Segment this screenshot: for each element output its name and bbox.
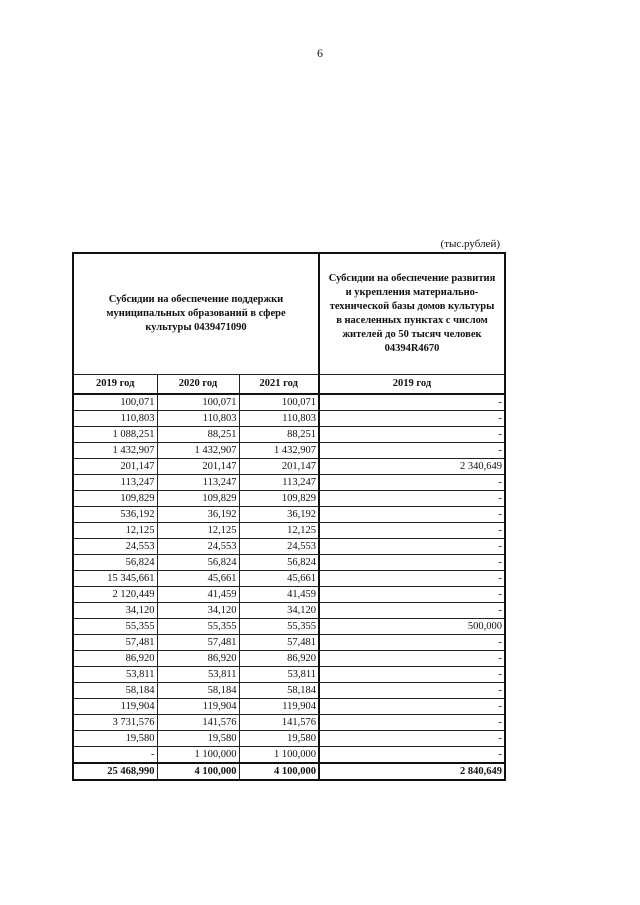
table-cell: 110,803	[239, 411, 319, 427]
table-cell: -	[319, 731, 505, 747]
total-cell: 4 100,000	[239, 763, 319, 780]
table-cell: -	[319, 427, 505, 443]
table-cell: -	[319, 747, 505, 764]
table-row	[73, 459, 505, 475]
table-cell: 201,147	[239, 459, 319, 475]
table-row	[73, 683, 505, 699]
table-cell: 53,811	[73, 667, 157, 683]
table-cell: 12,125	[239, 523, 319, 539]
table-row	[73, 651, 505, 667]
table-cell: -	[319, 715, 505, 731]
table-cell: 2 120,449	[73, 587, 157, 603]
table-row	[73, 443, 505, 459]
total-cell: 2 840,649	[319, 763, 505, 780]
table-cell: 100,071	[157, 394, 239, 411]
table-cell: 57,481	[239, 635, 319, 651]
table-row	[73, 667, 505, 683]
table-cell: -	[319, 683, 505, 699]
table-row	[73, 731, 505, 747]
table-cell: 86,920	[239, 651, 319, 667]
table-cell: 100,071	[239, 394, 319, 411]
table-cell: 34,120	[157, 603, 239, 619]
table-cell: -	[319, 491, 505, 507]
table-cell: 57,481	[157, 635, 239, 651]
table-row	[73, 635, 505, 651]
table-cell: 55,355	[73, 619, 157, 635]
table-row	[73, 427, 505, 443]
subsidy-table	[72, 252, 506, 781]
table-cell: 36,192	[157, 507, 239, 523]
table-cell: 55,355	[239, 619, 319, 635]
table-cell: -	[319, 507, 505, 523]
table-row	[73, 555, 505, 571]
table-cell: -	[319, 394, 505, 411]
table-row	[73, 507, 505, 523]
table-cell: 110,803	[157, 411, 239, 427]
table-cell: 45,661	[239, 571, 319, 587]
table-cell: 119,904	[157, 699, 239, 715]
table-cell: 88,251	[157, 427, 239, 443]
table-cell: -	[319, 667, 505, 683]
table-row	[73, 587, 505, 603]
table-body	[73, 394, 505, 780]
table-cell: 86,920	[73, 651, 157, 667]
table-cell: 56,824	[239, 555, 319, 571]
group-header-culture-support: Субсидии на обеспечение поддержки муниципальных образований в сфере культуры 0439471090	[73, 253, 319, 375]
table-cell: -	[319, 411, 505, 427]
table-cell: -	[319, 443, 505, 459]
table-cell: 1 100,000	[157, 747, 239, 764]
table-cell: 109,829	[239, 491, 319, 507]
table-row	[73, 475, 505, 491]
table-cell: 109,829	[157, 491, 239, 507]
table-cell: 536,192	[73, 507, 157, 523]
table-cell: 201,147	[157, 459, 239, 475]
total-cell: 4 100,000	[157, 763, 239, 780]
table-cell: 1 100,000	[239, 747, 319, 764]
table-cell: 58,184	[157, 683, 239, 699]
table-cell: -	[319, 587, 505, 603]
table-cell: 19,580	[157, 731, 239, 747]
table-cell: 500,000	[319, 619, 505, 635]
year-header: 2019 год	[319, 375, 505, 395]
table-row	[73, 699, 505, 715]
table-cell: 41,459	[239, 587, 319, 603]
table-cell: 41,459	[157, 587, 239, 603]
table-cell: 113,247	[239, 475, 319, 491]
table-cell: 1 432,907	[239, 443, 319, 459]
table-cell: -	[319, 699, 505, 715]
table-cell: 12,125	[73, 523, 157, 539]
year-header: 2019 год	[73, 375, 157, 395]
table-row	[73, 411, 505, 427]
table-row	[73, 539, 505, 555]
units-label: (тыс.рублей)	[440, 238, 500, 250]
table-cell: 113,247	[157, 475, 239, 491]
table-cell: -	[319, 523, 505, 539]
table-cell: 141,576	[239, 715, 319, 731]
table-cell: 1 088,251	[73, 427, 157, 443]
table-cell: 1 432,907	[73, 443, 157, 459]
total-row	[73, 763, 505, 780]
table-cell: 56,824	[157, 555, 239, 571]
table-cell: -	[319, 555, 505, 571]
table-cell: 45,661	[157, 571, 239, 587]
table-row	[73, 571, 505, 587]
table-cell: 2 340,649	[319, 459, 505, 475]
table-cell: 58,184	[239, 683, 319, 699]
table-cell: 24,553	[73, 539, 157, 555]
table-cell: 53,811	[239, 667, 319, 683]
table-cell: 12,125	[157, 523, 239, 539]
page-number: 6	[317, 46, 323, 60]
table-cell: 34,120	[73, 603, 157, 619]
table-row	[73, 523, 505, 539]
table-cell: 3 731,576	[73, 715, 157, 731]
table-cell: 19,580	[73, 731, 157, 747]
table-cell: 55,355	[157, 619, 239, 635]
table-cell: 34,120	[239, 603, 319, 619]
table-cell: 119,904	[73, 699, 157, 715]
table-cell: 141,576	[157, 715, 239, 731]
year-header: 2021 год	[239, 375, 319, 395]
table-cell: -	[319, 603, 505, 619]
table-cell: 56,824	[73, 555, 157, 571]
table-cell: 57,481	[73, 635, 157, 651]
table-cell: 201,147	[73, 459, 157, 475]
table-cell: 88,251	[239, 427, 319, 443]
table-cell: 113,247	[73, 475, 157, 491]
total-cell: 25 468,990	[73, 763, 157, 780]
table-cell: 110,803	[73, 411, 157, 427]
table-row	[73, 747, 505, 764]
table-row	[73, 619, 505, 635]
table-cell: -	[319, 475, 505, 491]
table-cell: 100,071	[73, 394, 157, 411]
table-cell: 86,920	[157, 651, 239, 667]
table-cell: 119,904	[239, 699, 319, 715]
table-row	[73, 603, 505, 619]
table-row	[73, 491, 505, 507]
table-cell: -	[319, 571, 505, 587]
table-cell: 58,184	[73, 683, 157, 699]
year-header: 2020 год	[157, 375, 239, 395]
table-cell: 19,580	[239, 731, 319, 747]
table-cell: -	[319, 539, 505, 555]
table-cell: 24,553	[157, 539, 239, 555]
table-row	[73, 715, 505, 731]
table-cell: 24,553	[239, 539, 319, 555]
table-cell: -	[73, 747, 157, 764]
table-cell: -	[319, 651, 505, 667]
table-row	[73, 394, 505, 411]
table-cell: 15 345,661	[73, 571, 157, 587]
table-cell: 109,829	[73, 491, 157, 507]
table-cell: 53,811	[157, 667, 239, 683]
table-cell: 36,192	[239, 507, 319, 523]
table-cell: 1 432,907	[157, 443, 239, 459]
group-header-houses-of-culture: Субсидии на обеспечение развития и укрепления материально-технической базы домов культуры в населенных пунктах с числом жителей до 50 тысяч человек 04394R4670	[319, 253, 505, 375]
table-cell: -	[319, 635, 505, 651]
